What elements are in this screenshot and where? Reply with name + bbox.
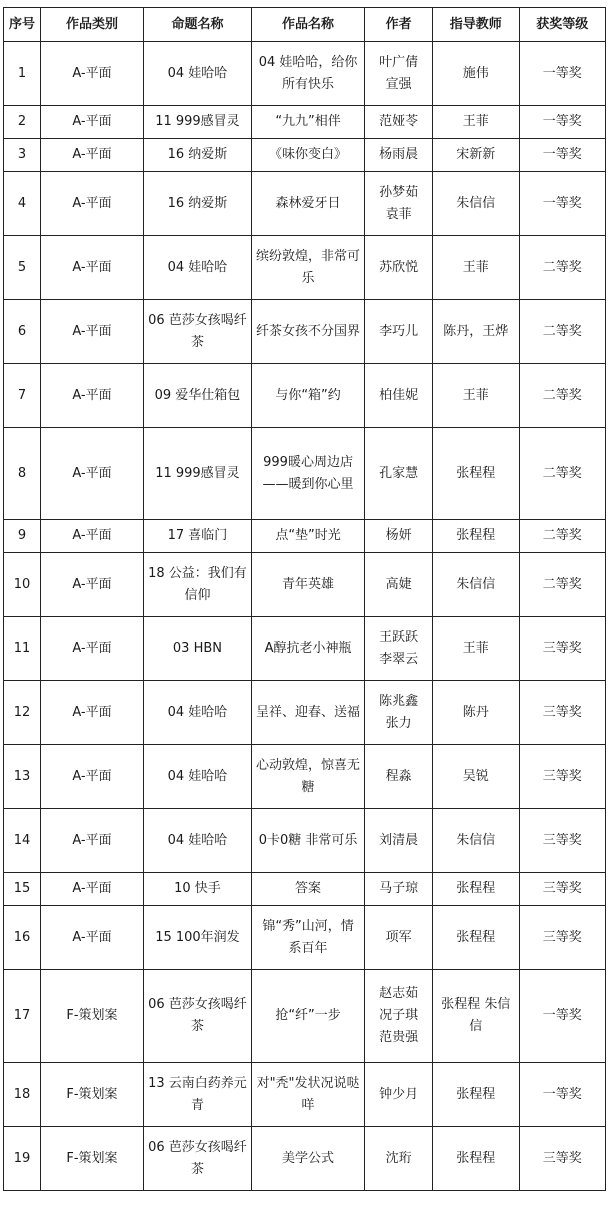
cell-award: 一等奖: [519, 139, 606, 172]
cell-award: 一等奖: [519, 106, 606, 139]
cell-award: 二等奖: [519, 364, 606, 428]
cell-teacher: 施伟: [433, 42, 519, 106]
header-author: 作者: [365, 8, 433, 42]
cell-topic: 18 公益：我们有信仰: [143, 553, 251, 617]
cell-work: A醇抗老小神瓶: [251, 617, 364, 681]
cell-author: [365, 106, 433, 139]
cell-seq: 18: [4, 1063, 41, 1127]
cell-award: 二等奖: [519, 300, 606, 364]
table-row: [4, 681, 606, 745]
cell-teacher: 张程程: [433, 873, 519, 906]
author-name: 孙梦茹: [379, 184, 419, 200]
cell-author: [365, 873, 433, 906]
table-row: [4, 139, 606, 172]
cell-work: 点“垫”时光: [251, 520, 364, 553]
cell-category: A-平面: [41, 364, 144, 428]
cell-work: 纤茶女孩不分国界: [251, 300, 364, 364]
cell-teacher: 朱信信: [433, 172, 519, 236]
cell-work: 缤纷敦煌，非常可乐: [251, 236, 364, 300]
author-name: 袁菲: [385, 206, 412, 222]
cell-seq: 13: [4, 745, 41, 809]
cell-category: A-平面: [41, 745, 144, 809]
cell-author: [365, 300, 433, 364]
cell-work: 999暖心周边店——暖到你心里: [251, 428, 364, 520]
cell-teacher: 张程程: [433, 1127, 519, 1191]
table-row: [4, 553, 606, 617]
author-name: 项军: [385, 929, 412, 945]
cell-award: 三等奖: [519, 681, 606, 745]
table-row: [4, 745, 606, 809]
cell-teacher: 宋新新: [433, 139, 519, 172]
cell-work: 答案: [251, 873, 364, 906]
author-name: 钟少月: [379, 1086, 419, 1102]
cell-work: 美学公式: [251, 1127, 364, 1191]
table-row: [4, 300, 606, 364]
cell-work: 0卡0糖 非常可乐: [251, 809, 364, 873]
cell-category: A-平面: [41, 553, 144, 617]
cell-category: A-平面: [41, 520, 144, 553]
cell-topic: 04 娃哈哈: [143, 681, 251, 745]
cell-category: F-策划案: [41, 1063, 144, 1127]
cell-author: [365, 236, 433, 300]
awards-table: [3, 7, 606, 1191]
cell-award: 三等奖: [519, 617, 606, 681]
author-name: 杨妍: [385, 528, 412, 543]
cell-category: A-平面: [41, 300, 144, 364]
cell-topic: 16 纳爱斯: [143, 139, 251, 172]
cell-topic: 06 芭莎女孩喝纤茶: [143, 300, 251, 364]
cell-teacher: 张程程: [433, 1063, 519, 1127]
cell-award: 一等奖: [519, 172, 606, 236]
author-name: 程淼: [385, 768, 412, 784]
cell-topic: 06 芭莎女孩喝纤茶: [143, 970, 251, 1063]
cell-teacher: 王菲: [433, 364, 519, 428]
cell-work: “九九”相伴: [251, 106, 364, 139]
header-award: 获奖等级: [519, 8, 606, 42]
header-topic: 命题名称: [143, 8, 251, 42]
cell-seq: 4: [4, 172, 41, 236]
header-teacher: 指导教师: [433, 8, 519, 42]
cell-author: [365, 745, 433, 809]
cell-seq: 17: [4, 970, 41, 1063]
cell-seq: 19: [4, 1127, 41, 1191]
cell-category: F-策划案: [41, 1127, 144, 1191]
cell-teacher: 陈丹，王烨: [433, 300, 519, 364]
cell-author: [365, 172, 433, 236]
cell-award: 二等奖: [519, 520, 606, 553]
cell-teacher: 陈丹: [433, 681, 519, 745]
cell-seq: 16: [4, 906, 41, 970]
cell-topic: 04 娃哈哈: [143, 745, 251, 809]
table-row: [4, 873, 606, 906]
cell-work: 青年英雄: [251, 553, 364, 617]
cell-topic: 11 999感冒灵: [143, 106, 251, 139]
cell-topic: 10 快手: [143, 873, 251, 906]
author-name: 李巧儿: [379, 323, 419, 339]
author-name: 范贵强: [379, 1030, 419, 1045]
cell-award: 一等奖: [519, 1063, 606, 1127]
cell-topic: 16 纳爱斯: [143, 172, 251, 236]
header-category: 作品类别: [41, 8, 144, 42]
cell-topic: 11 999感冒灵: [143, 428, 251, 520]
table-row: [4, 970, 606, 1063]
author-name: 孔家慧: [379, 465, 419, 481]
author-name: 张力: [385, 715, 412, 731]
table-body: [4, 42, 606, 1191]
cell-topic: 04 娃哈哈: [143, 809, 251, 873]
cell-seq: 11: [4, 617, 41, 681]
table-row: [4, 1063, 606, 1127]
cell-teacher: 朱信信: [433, 809, 519, 873]
cell-seq: 6: [4, 300, 41, 364]
table-row: [4, 520, 606, 553]
cell-category: A-平面: [41, 428, 144, 520]
cell-author: [365, 681, 433, 745]
cell-author: [365, 1063, 433, 1127]
cell-category: F-策划案: [41, 970, 144, 1063]
cell-seq: 15: [4, 873, 41, 906]
cell-work: 呈祥、迎春、送福: [251, 681, 364, 745]
cell-seq: 1: [4, 42, 41, 106]
cell-author: [365, 139, 433, 172]
cell-author: [365, 42, 433, 106]
author-name: 赵志茹: [379, 986, 419, 1001]
cell-seq: 14: [4, 809, 41, 873]
cell-teacher: 王菲: [433, 617, 519, 681]
cell-topic: 09 爱华仕箱包: [143, 364, 251, 428]
cell-award: 三等奖: [519, 1127, 606, 1191]
cell-author: [365, 809, 433, 873]
table-row: [4, 1127, 606, 1191]
cell-category: A-平面: [41, 236, 144, 300]
table-row: [4, 428, 606, 520]
cell-award: 一等奖: [519, 970, 606, 1063]
cell-teacher: 张程程: [433, 520, 519, 553]
cell-work: 锦“秀”山河，情系百年: [251, 906, 364, 970]
cell-teacher: 王菲: [433, 236, 519, 300]
author-name: 杨雨晨: [379, 147, 419, 162]
author-name: 苏欣悦: [379, 259, 419, 275]
cell-category: A-平面: [41, 106, 144, 139]
author-name: 叶广倩: [379, 54, 419, 70]
cell-category: A-平面: [41, 172, 144, 236]
author-name: 宣强: [385, 76, 412, 92]
cell-teacher: 张程程: [433, 906, 519, 970]
cell-topic: 15 100年润发: [143, 906, 251, 970]
table-row: [4, 42, 606, 106]
cell-award: 一等奖: [519, 42, 606, 106]
cell-seq: 3: [4, 139, 41, 172]
table-row: [4, 906, 606, 970]
table-row: [4, 364, 606, 428]
cell-author: [365, 617, 433, 681]
author-name: 李翠云: [379, 651, 419, 667]
author-name: 王跃跃: [379, 629, 419, 645]
table-row: [4, 809, 606, 873]
cell-author: [365, 520, 433, 553]
cell-category: A-平面: [41, 809, 144, 873]
cell-author: [365, 553, 433, 617]
cell-seq: 5: [4, 236, 41, 300]
author-name: 马子琼: [379, 881, 419, 896]
cell-teacher: 吴锐: [433, 745, 519, 809]
cell-work: 森林爱牙日: [251, 172, 364, 236]
cell-topic: 03 HBN: [143, 617, 251, 681]
cell-seq: 2: [4, 106, 41, 139]
cell-award: 二等奖: [519, 553, 606, 617]
cell-award: 二等奖: [519, 428, 606, 520]
cell-teacher: 张程程 朱信信: [433, 970, 519, 1063]
table-row: [4, 106, 606, 139]
header-work: 作品名称: [251, 8, 364, 42]
author-name: 范娅苓: [379, 114, 419, 129]
cell-category: A-平面: [41, 681, 144, 745]
cell-author: [365, 364, 433, 428]
cell-work: 对"秃"发状况说哒咩: [251, 1063, 364, 1127]
author-name: 刘清晨: [379, 832, 419, 848]
cell-topic: 04 娃哈哈: [143, 236, 251, 300]
cell-category: A-平面: [41, 906, 144, 970]
cell-topic: 04 娃哈哈: [143, 42, 251, 106]
cell-category: A-平面: [41, 42, 144, 106]
cell-teacher: 朱信信: [433, 553, 519, 617]
cell-work: 04 娃哈哈，给你所有快乐: [251, 42, 364, 106]
cell-category: A-平面: [41, 139, 144, 172]
cell-seq: 12: [4, 681, 41, 745]
cell-category: A-平面: [41, 617, 144, 681]
header-row: [4, 8, 606, 42]
table-row: [4, 617, 606, 681]
author-name: 沈珩: [385, 1150, 412, 1166]
cell-topic: 13 云南白药养元青: [143, 1063, 251, 1127]
cell-author: [365, 1127, 433, 1191]
cell-work: 《味你变白》: [251, 139, 364, 172]
cell-award: 三等奖: [519, 873, 606, 906]
author-name: 柏佳妮: [379, 387, 419, 403]
cell-seq: 7: [4, 364, 41, 428]
cell-teacher: 张程程: [433, 428, 519, 520]
cell-topic: 17 喜临门: [143, 520, 251, 553]
cell-work: 心动敦煌，惊喜无糖: [251, 745, 364, 809]
cell-category: A-平面: [41, 873, 144, 906]
cell-award: 三等奖: [519, 745, 606, 809]
author-name: 高婕: [385, 576, 412, 592]
cell-award: 二等奖: [519, 236, 606, 300]
cell-teacher: 王菲: [433, 106, 519, 139]
author-name: 陈兆鑫: [379, 693, 419, 709]
cell-seq: 8: [4, 428, 41, 520]
header-seq: 序号: [4, 8, 41, 42]
cell-work: 与你“箱”约: [251, 364, 364, 428]
table-row: [4, 172, 606, 236]
table-row: [4, 236, 606, 300]
cell-award: 三等奖: [519, 809, 606, 873]
cell-author: [365, 428, 433, 520]
author-name: 况子琪: [379, 1008, 419, 1023]
cell-seq: 10: [4, 553, 41, 617]
cell-work: 抢“纤”一步: [251, 970, 364, 1063]
cell-author: [365, 906, 433, 970]
cell-award: 三等奖: [519, 906, 606, 970]
cell-topic: 06 芭莎女孩喝纤茶: [143, 1127, 251, 1191]
cell-author: [365, 970, 433, 1063]
cell-seq: 9: [4, 520, 41, 553]
